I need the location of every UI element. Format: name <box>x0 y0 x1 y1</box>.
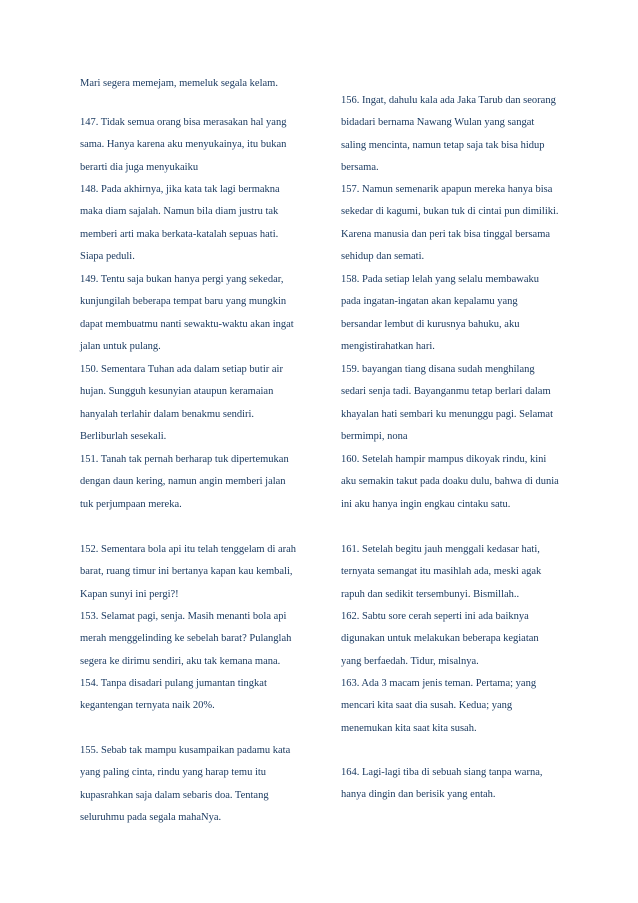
text-line: jalan untuk pulang. <box>80 341 161 353</box>
text-line: berarti dia juga menyukaiku <box>80 161 199 173</box>
text-line: dengan daun kering, namun angin memberi jalan <box>80 476 286 488</box>
text-line: digunakan untuk melakukan beberapa kegiatan <box>341 633 539 645</box>
text-line: saling mencinta, namun tetap saja tak bisa hidup <box>341 139 545 151</box>
quote-block <box>341 539 586 606</box>
quote-block <box>341 269 586 359</box>
text-line: tuk perjumpaan mereka. <box>80 498 182 510</box>
text-line: hanya dingin dan berisik yang entah. <box>341 789 496 801</box>
text-line: yang paling cinta, rindu yang harap temu itu <box>80 767 267 779</box>
text-line: segera ke dirimu sendiri, aku tak kemana mana. <box>80 655 281 667</box>
text-line: 162. Sabtu sore cerah seperti ini ada baiknya <box>341 611 529 622</box>
quote-block <box>80 112 325 179</box>
quote-block <box>341 449 586 516</box>
text-line: ternyata semangat itu masihlah ada, meski agak <box>341 566 542 578</box>
text-line: sama. Hanya karena aku menyukainya, itu bukan <box>80 139 287 151</box>
text-line: 150. Sementara Tuhan ada dalam setiap butir air <box>80 364 283 375</box>
text-line: Berliburlah sesekali. <box>80 431 167 443</box>
text-line: 147. Tidak semua orang bisa merasakan hal yang <box>80 117 287 128</box>
text-line: 164. Lagi-lagi tiba di sebuah siang tanpa warna, <box>341 767 543 778</box>
quote-block <box>341 606 586 673</box>
text-line: bermimpi, nona <box>341 431 408 443</box>
text-line: yang berfaedah. Tidur, misalnya. <box>341 655 479 667</box>
text-line: 154. Tanpa disadari pulang jumantan tingkat <box>80 678 267 689</box>
text-line: 156. Ingat, dahulu kala ada Jaka Tarub dan seorang <box>341 95 556 106</box>
quote-block <box>80 449 325 516</box>
text-line: 155. Sebab tak mampu kusampaikan padamu kata <box>80 745 291 756</box>
text-line: dapat membuatmu nanti sewaktu-waktu akan ingat <box>80 318 294 330</box>
quote-block <box>80 673 325 718</box>
text-line: maka diam sajalah. Namun bila diam justru tak <box>80 206 279 218</box>
text-line: rapuh dan sedikit tersembunyi. Bismillah.. <box>341 588 520 600</box>
text-line: mencari kita saat dia susah. Kedua; yang <box>341 700 513 712</box>
text-line: bidadari bernama Nawang Wulan yang sangat <box>341 117 535 129</box>
text-line: kunjungilah beberapa tempat baru yang mungkin <box>80 296 287 308</box>
text-line: barat, ruang timur ini bertanya kapan kau kembali, <box>80 566 293 578</box>
quote-block <box>341 673 586 740</box>
text-line: ini aku hanya ingin engkau cintaku satu. <box>341 498 511 510</box>
text-line: Karena manusia dan peri tak bisa tinggal bersama <box>341 228 551 240</box>
quote-block <box>80 73 325 95</box>
text-line: 161. Setelah begitu jauh menggali kedasar hati, <box>341 544 540 555</box>
text-line: bersandar lembut di kurusnya bahuku, aku <box>341 318 520 330</box>
text-line: mengistirahatkan hari. <box>341 341 435 353</box>
text-line: Siapa peduli. <box>80 251 135 263</box>
text-line: memberi arti maka berkata-katalah sepuas hati. <box>80 228 279 240</box>
text-line: kegantengan ternyata naik 20%. <box>80 700 215 712</box>
text-line: seluruhmu pada segala mahaNya. <box>80 812 222 824</box>
quote-block <box>80 179 325 269</box>
text-line: 160. Setelah hampir mampus dikoyak rindu, kini <box>341 454 547 465</box>
text-line: 152. Sementara bola api itu telah tenggelam di arah <box>80 544 297 555</box>
quote-block <box>80 269 325 359</box>
text-line: pada ingatan-ingatan akan kepalamu yang <box>341 296 518 308</box>
text-line: merah menggelinding ke sebelah barat? Pulanglah <box>80 633 292 645</box>
text-line: sedari senja tadi. Bayanganmu tetap berlari dalam <box>341 386 551 398</box>
text-line: 149. Tentu saja bukan hanya pergi yang sekedar, <box>80 274 284 285</box>
text-line: 153. Selamat pagi, senja. Masih menanti bola api <box>80 611 287 622</box>
text-line: sekedar di kagumi, bukan tuk di cintai pun dimiliki. <box>341 206 559 218</box>
text-line: menemukan kita saat kita susah. <box>341 722 477 734</box>
quote-block <box>341 90 586 180</box>
text-line: Mari segera memejam, memeluk segala kelam. <box>80 78 278 89</box>
text-line: sehidup dan semati. <box>341 251 425 263</box>
text-line: hanyalah terlahir dalam benakmu sendiri. <box>80 408 255 420</box>
quote-block <box>341 762 586 807</box>
text-line: hujan. Sungguh kesunyian ataupun keramaian <box>80 386 274 398</box>
quote-block <box>341 179 586 269</box>
text-line: 163. Ada 3 macam jenis teman. Pertama; yang <box>341 678 537 689</box>
text-line: bersama. <box>341 162 379 174</box>
quote-block <box>80 539 325 606</box>
text-line: aku semakin takut pada doaku dulu, bahwa di dunia <box>341 476 559 488</box>
quote-block <box>80 606 325 673</box>
text-line: 151. Tanah tak pernah berharap tuk dipertemukan <box>80 454 289 465</box>
quote-block <box>341 359 586 449</box>
quote-block <box>80 359 325 449</box>
text-line: khayalan hati sembari ku menunggu pagi. Selamat <box>341 408 553 420</box>
text-line: kupasrahkan saja dalam sebaris doa. Tentang <box>80 789 269 801</box>
text-line: Kapan sunyi ini pergi?! <box>80 588 179 600</box>
text-line: 148. Pada akhirnya, jika kata tak lagi bermakna <box>80 184 280 195</box>
quote-block <box>80 740 325 830</box>
text-line: 159. bayangan tiang disana sudah menghilang <box>341 364 535 375</box>
text-line: 157. Namun semenarik apapun mereka hanya bisa <box>341 184 553 195</box>
text-line: 158. Pada setiap lelah yang selalu membawaku <box>341 274 539 285</box>
